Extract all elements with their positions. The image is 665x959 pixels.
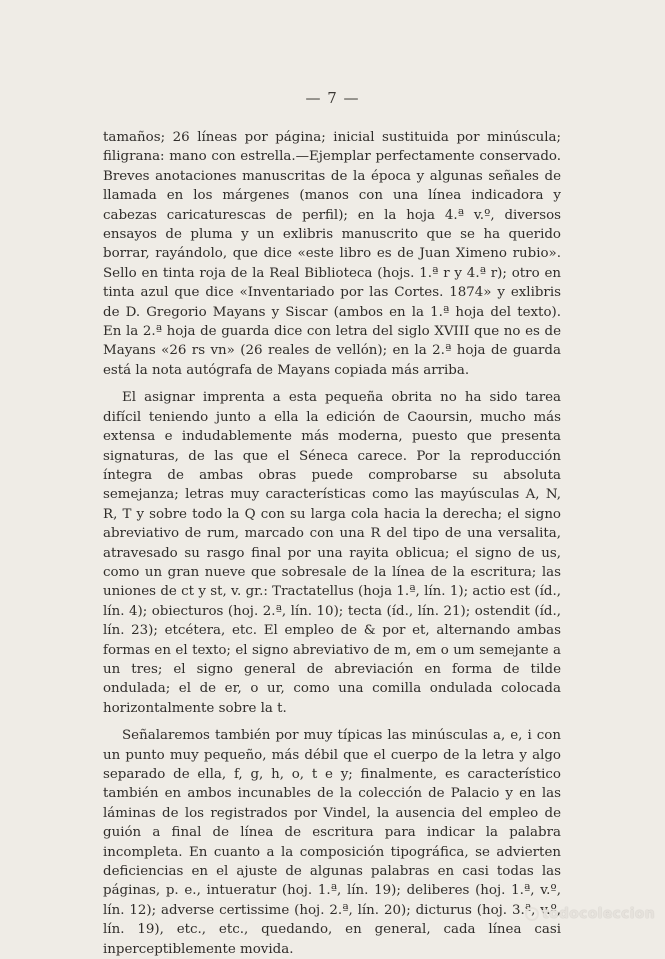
watermark — [525, 906, 655, 922]
document-body — [103, 128, 561, 959]
paragraph-1: tamaños; 26 líneas por página; inicial sustituida por minúscula; filigrana: mano con estrella.—Ejemplar perfectamente conservado. Breves anotaciones manuscritas de la época y algunas señales de llamada en los márgenes (manos con una línea indicadora y cabezas caricaturescas de perfil); en la hoja 4.ª v.º, diversos ensayos de pluma y un exlibris manuscrito que se ha querido borrar, rayándolo, que dice «este libro es de Juan Ximeno rubio». Sello en tinta roja de la Real Biblioteca (hojs. 1.ª r y 4.ª r); otro en tinta azul que dice «Inventariado por las Cortes. 1874» y exlibris de D. Gregorio Mayans y Siscar (ambos en la 1.ª hoja del texto). En la 2.ª hoja de guarda dice con letra del siglo XVIII que no es de Mayans «26 rs vn» (26 reales de vellón); en la 2.ª hoja de guarda está la nota autógrafa de Mayans copiada más arriba. — [103, 130, 561, 378]
paragraph-2: El asignar imprenta a esta pequeña obrita no ha sido tarea difícil teniendo junto a ella la edición de Caoursin, mucho más extensa e indudablemente más moderna, puesto que presenta signaturas, de las que el Séneca carece. Por la reproducción íntegra de ambas obras puede comprobarse su absoluta semejanza; letras muy características como las mayúsculas A, N, R, T y sobre todo la Q con su larga cola hacia la derecha; el signo abreviativo de rum, marcado con una R del tipo de una versalita, atravesado su rasgo final por una rayita oblicua; el signo de us, como un gran nueve que sobresale de la línea de la escritura; las uniones de ct y st, v. gr.: Tractatellus (hoja 1.ª, lín. 1); actio est (íd., lín. 4); obiecturos (hoj. 2.ª, lín. 10); tecta (íd., lín. 21); ostendit (íd., lín. 23); etcétera, etc. El empleo de & por et, alternando ambas formas en el texto; el signo abreviativo de m, em o um semejante a un tres; el signo general de abreviación en forma de tilde ondulada; el de er, o ur, como una comilla ondulada colocada horizontalmente sobre la t. — [103, 390, 561, 716]
page-number: — 7 — — [305, 89, 360, 107]
paragraph-3: Señalaremos también por muy típicas las minúsculas a, e, i con un punto muy pequeño, más débil que el cuerpo de la letra y algo separado de ella, f, g, h, o, t e y; finalmente, es característico también en ambos incunables de la colección de Palacio y en las láminas de los registrados por Vindel, la ausencia del empleo de guión a final de línea de escritura para indicar la palabra incompleta. En cuanto a la composición tipográfica, se advierten deficiencias en el ajuste de algunas palabras en casi todas las páginas, p. e., intueratur (hoj. 1.ª, lín. 19); deliberes (hoj. 1.ª, v.º, lín. 12); adverse certissime (hoj. 2.ª, lín. 20); dicturus (hoj. 3.ª, v.º, lín. 19), etc., etc., quedando, en general, cada línea casi inperceptiblemente movida. — [103, 728, 561, 957]
watermark-text: todocoleccion — [541, 906, 655, 922]
watermark-logo-icon — [525, 907, 539, 921]
